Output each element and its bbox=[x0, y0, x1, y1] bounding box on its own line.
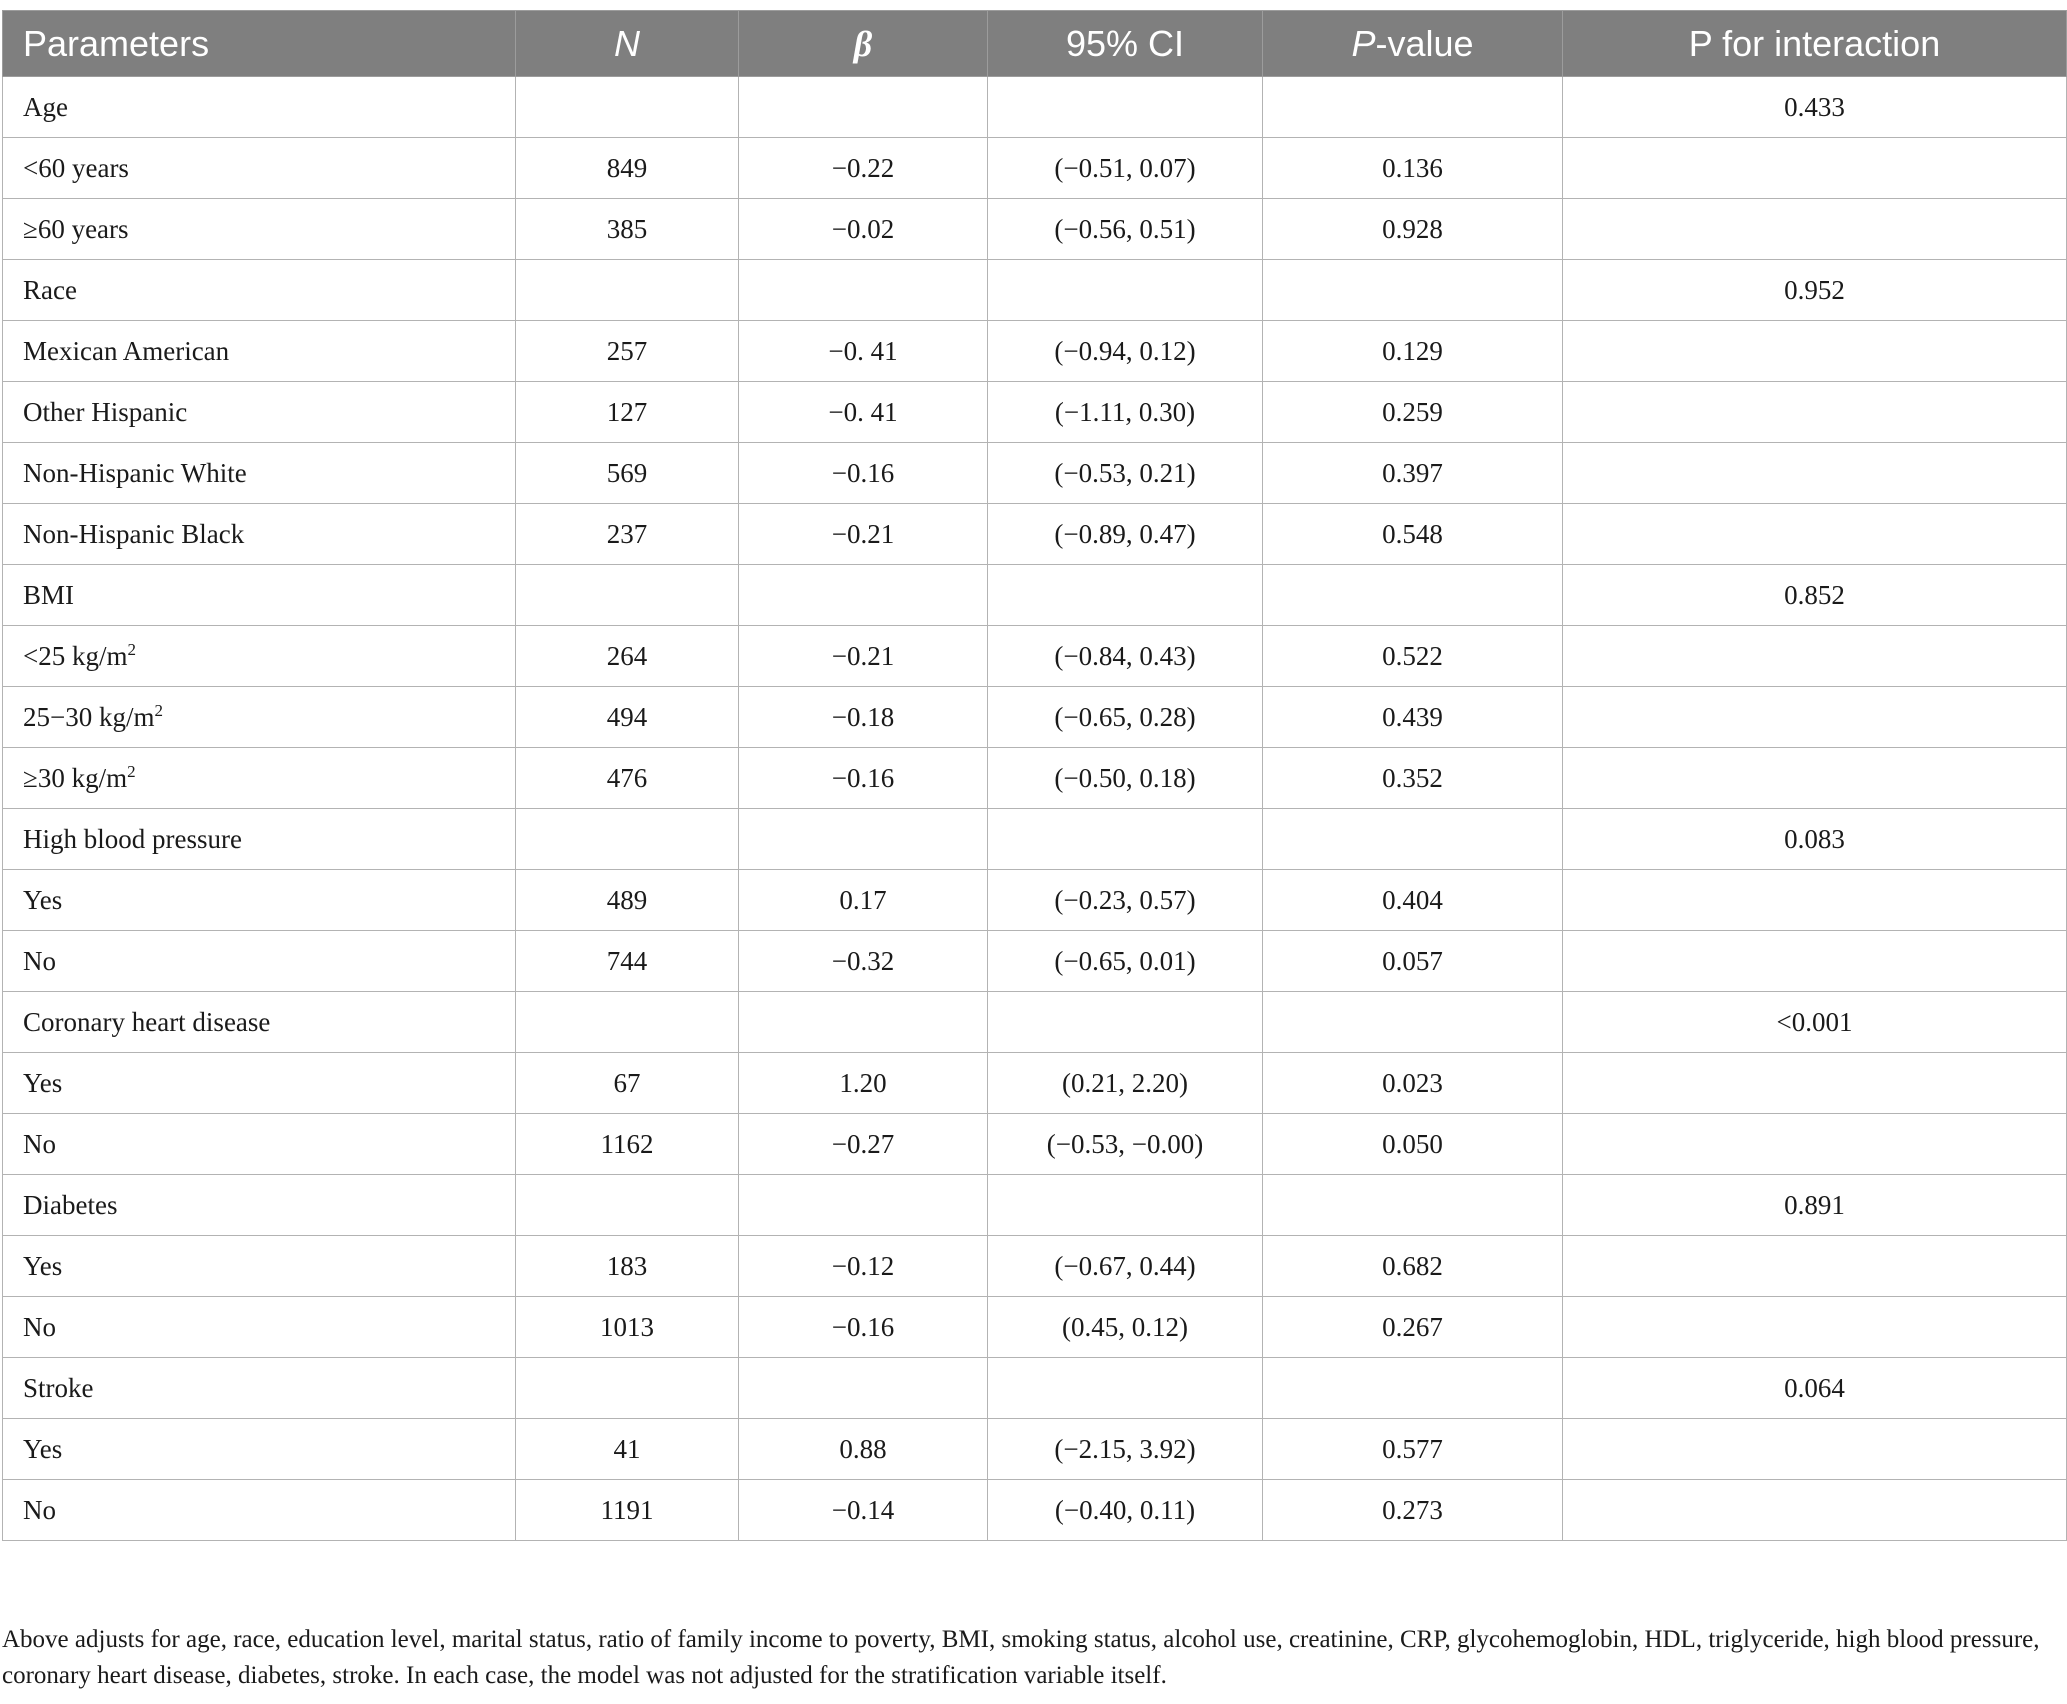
unit-superscript: 2 bbox=[154, 700, 163, 720]
cell-parameter-text: BMI bbox=[23, 579, 75, 610]
cell-beta-text: −0.16 bbox=[831, 762, 895, 793]
cell-ci bbox=[988, 626, 1263, 687]
table-row bbox=[3, 382, 2067, 443]
cell-parameter-text: ≥30 kg/m bbox=[23, 762, 128, 793]
cell-parameter bbox=[3, 1236, 516, 1297]
cell-beta-text: −0.12 bbox=[831, 1250, 895, 1281]
cell-ci bbox=[988, 1419, 1263, 1480]
cell-parameter bbox=[3, 1297, 516, 1358]
header-beta bbox=[739, 11, 988, 77]
cell-parameter-text: Coronary heart disease bbox=[23, 1006, 271, 1037]
cell-beta bbox=[739, 443, 988, 504]
cell-p-value bbox=[1263, 748, 1563, 809]
cell-p-interaction bbox=[1563, 260, 2067, 321]
cell-p-interaction bbox=[1563, 321, 2067, 382]
table-row bbox=[3, 1358, 2067, 1419]
cell-ci bbox=[988, 138, 1263, 199]
cell-n-text: 494 bbox=[606, 701, 648, 732]
cell-parameter-text: Stroke bbox=[23, 1372, 94, 1403]
cell-parameter-text: Mexican American bbox=[23, 335, 230, 366]
cell-ci bbox=[988, 77, 1263, 138]
cell-parameter-text: <60 years bbox=[23, 152, 129, 183]
cell-p-value bbox=[1263, 1480, 1563, 1541]
cell-p-value-text: 0.136 bbox=[1382, 152, 1443, 183]
cell-ci bbox=[988, 1175, 1263, 1236]
unit-superscript: 2 bbox=[127, 639, 136, 659]
table-row bbox=[3, 443, 2067, 504]
cell-ci bbox=[988, 1480, 1263, 1541]
cell-p-interaction-text: 0.952 bbox=[1784, 274, 1845, 305]
cell-n bbox=[516, 199, 739, 260]
cell-parameter bbox=[3, 1358, 516, 1419]
cell-p-interaction bbox=[1563, 1236, 2067, 1297]
cell-ci bbox=[988, 1114, 1263, 1175]
cell-ci-text: (−1.11, 0.30) bbox=[1054, 396, 1196, 427]
cell-parameter bbox=[3, 809, 516, 870]
cell-ci-text: (−0.89, 0.47) bbox=[1054, 518, 1196, 549]
cell-parameter-text: No bbox=[23, 945, 56, 976]
cell-beta bbox=[739, 260, 988, 321]
cell-n-text: 569 bbox=[606, 457, 648, 488]
cell-beta bbox=[739, 870, 988, 931]
cell-parameter bbox=[3, 138, 516, 199]
cell-p-interaction bbox=[1563, 992, 2067, 1053]
cell-p-interaction-text: 0.891 bbox=[1784, 1189, 1845, 1220]
table-header bbox=[3, 11, 2067, 77]
cell-p-value bbox=[1263, 1236, 1563, 1297]
cell-beta bbox=[739, 1053, 988, 1114]
header-p-rest: -value bbox=[1375, 22, 1474, 64]
cell-ci bbox=[988, 809, 1263, 870]
cell-parameter-text: No bbox=[23, 1128, 56, 1159]
cell-parameter bbox=[3, 382, 516, 443]
cell-ci bbox=[988, 748, 1263, 809]
cell-n-text: 127 bbox=[606, 396, 648, 427]
cell-parameter bbox=[3, 260, 516, 321]
cell-n bbox=[516, 870, 739, 931]
cell-parameter bbox=[3, 1480, 516, 1541]
cell-p-interaction bbox=[1563, 809, 2067, 870]
cell-beta-text: 1.20 bbox=[839, 1067, 887, 1098]
cell-n bbox=[516, 931, 739, 992]
cell-p-value-text: 0.404 bbox=[1382, 884, 1443, 915]
cell-n bbox=[516, 504, 739, 565]
table-row bbox=[3, 1053, 2067, 1114]
cell-beta bbox=[739, 1175, 988, 1236]
cell-parameter-text: High blood pressure bbox=[23, 823, 242, 854]
cell-n bbox=[516, 626, 739, 687]
cell-n bbox=[516, 77, 739, 138]
cell-parameter-text: Diabetes bbox=[23, 1189, 118, 1220]
table-row bbox=[3, 931, 2067, 992]
cell-beta bbox=[739, 77, 988, 138]
cell-parameter-text: Yes bbox=[23, 1433, 63, 1464]
table-row bbox=[3, 1297, 2067, 1358]
cell-parameter-text: Yes bbox=[23, 884, 63, 915]
cell-p-value-text: 0.682 bbox=[1382, 1250, 1443, 1281]
cell-beta-text: −0.32 bbox=[831, 945, 895, 976]
cell-ci bbox=[988, 199, 1263, 260]
table-row bbox=[3, 138, 2067, 199]
cell-p-interaction bbox=[1563, 382, 2067, 443]
cell-ci bbox=[988, 931, 1263, 992]
cell-beta-text: 0.17 bbox=[839, 884, 887, 915]
table-row bbox=[3, 1175, 2067, 1236]
cell-p-interaction bbox=[1563, 1114, 2067, 1175]
header-row bbox=[3, 11, 2067, 77]
cell-ci-text: (−0.84, 0.43) bbox=[1054, 640, 1196, 671]
cell-n bbox=[516, 748, 739, 809]
cell-n-text: 41 bbox=[613, 1433, 641, 1464]
cell-p-interaction-text: 0.083 bbox=[1784, 823, 1845, 854]
cell-p-value-text: 0.928 bbox=[1382, 213, 1443, 244]
cell-p-interaction-text: <0.001 bbox=[1776, 1006, 1853, 1037]
cell-ci-text: (−0.53, −0.00) bbox=[1046, 1128, 1204, 1159]
cell-ci-text: (−0.65, 0.01) bbox=[1054, 945, 1196, 976]
cell-p-interaction bbox=[1563, 1419, 2067, 1480]
cell-n-text: 67 bbox=[613, 1067, 641, 1098]
cell-n-text: 744 bbox=[606, 945, 648, 976]
cell-p-value bbox=[1263, 1297, 1563, 1358]
cell-parameter-text: <25 kg/m bbox=[23, 640, 128, 671]
cell-p-interaction bbox=[1563, 931, 2067, 992]
table-footnote: Above adjusts for age, race, education level, marital status, ratio of family income to poverty, BMI, smoking status, alcohol use, creatinine, CRP, glycohemoglobin, HDL, triglyceride, high blood pressure, coronary heart disease, diabetes, stroke. In each case, the model was not adjusted for the stratification variable itself. bbox=[2, 1626, 2040, 1689]
cell-n-text: 1191 bbox=[600, 1494, 654, 1525]
cell-parameter-text: No bbox=[23, 1311, 56, 1342]
table-row bbox=[3, 1236, 2067, 1297]
cell-p-value bbox=[1263, 321, 1563, 382]
cell-n-text: 183 bbox=[606, 1250, 648, 1281]
cell-p-interaction bbox=[1563, 1480, 2067, 1541]
cell-beta-text: −0.16 bbox=[831, 457, 895, 488]
cell-p-value bbox=[1263, 870, 1563, 931]
unit-superscript: 2 bbox=[127, 761, 136, 781]
cell-p-interaction bbox=[1563, 1297, 2067, 1358]
cell-beta bbox=[739, 382, 988, 443]
header-n bbox=[516, 11, 739, 77]
table-row bbox=[3, 1480, 2067, 1541]
cell-parameter-text: No bbox=[23, 1494, 56, 1525]
cell-ci bbox=[988, 1297, 1263, 1358]
cell-beta bbox=[739, 687, 988, 748]
cell-parameter bbox=[3, 687, 516, 748]
cell-p-interaction bbox=[1563, 504, 2067, 565]
table-row bbox=[3, 748, 2067, 809]
cell-p-value bbox=[1263, 931, 1563, 992]
cell-p-value bbox=[1263, 1175, 1563, 1236]
cell-beta bbox=[739, 1114, 988, 1175]
cell-p-value-text: 0.273 bbox=[1382, 1494, 1443, 1525]
cell-parameter bbox=[3, 1053, 516, 1114]
cell-parameter bbox=[3, 504, 516, 565]
table-row bbox=[3, 626, 2067, 687]
cell-p-value-text: 0.352 bbox=[1382, 762, 1443, 793]
header-beta-text: β bbox=[853, 23, 873, 64]
cell-ci bbox=[988, 1358, 1263, 1419]
cell-ci bbox=[988, 504, 1263, 565]
cell-parameter bbox=[3, 992, 516, 1053]
cell-n bbox=[516, 1236, 739, 1297]
cell-beta-text: −0.21 bbox=[831, 518, 895, 549]
cell-p-interaction bbox=[1563, 1175, 2067, 1236]
cell-p-value-text: 0.548 bbox=[1382, 518, 1443, 549]
cell-beta-text: −0.16 bbox=[831, 1311, 895, 1342]
cell-p-value-text: 0.259 bbox=[1382, 396, 1443, 427]
cell-parameter bbox=[3, 626, 516, 687]
cell-p-value-text: 0.267 bbox=[1382, 1311, 1443, 1342]
cell-parameter-text: ≥60 years bbox=[23, 213, 129, 244]
cell-p-value-text: 0.023 bbox=[1382, 1067, 1443, 1098]
table-body bbox=[3, 77, 2067, 1541]
cell-n bbox=[516, 687, 739, 748]
cell-n-text: 1162 bbox=[600, 1128, 654, 1159]
cell-parameter bbox=[3, 748, 516, 809]
cell-beta-text: −0.22 bbox=[831, 152, 895, 183]
cell-p-interaction-text: 0.852 bbox=[1784, 579, 1845, 610]
cell-beta bbox=[739, 1358, 988, 1419]
cell-p-interaction bbox=[1563, 1053, 2067, 1114]
table-row bbox=[3, 1419, 2067, 1480]
cell-parameter-text: 25−30 kg/m bbox=[23, 701, 155, 732]
header-parameters: Parameters bbox=[3, 11, 516, 77]
cell-ci bbox=[988, 1053, 1263, 1114]
cell-p-interaction bbox=[1563, 687, 2067, 748]
header-p-interaction: P for interaction bbox=[1563, 11, 2067, 77]
cell-parameter bbox=[3, 321, 516, 382]
cell-ci bbox=[988, 565, 1263, 626]
table-row bbox=[3, 1114, 2067, 1175]
cell-n-text: 476 bbox=[606, 762, 648, 793]
cell-p-value bbox=[1263, 626, 1563, 687]
cell-ci-text: (−0.94, 0.12) bbox=[1054, 335, 1196, 366]
cell-beta bbox=[739, 992, 988, 1053]
cell-n-text: 264 bbox=[606, 640, 648, 671]
cell-beta-text: 0.88 bbox=[839, 1433, 887, 1464]
cell-n bbox=[516, 992, 739, 1053]
cell-beta bbox=[739, 1236, 988, 1297]
cell-p-value-text: 0.577 bbox=[1382, 1433, 1443, 1464]
cell-n bbox=[516, 138, 739, 199]
cell-p-value-text: 0.522 bbox=[1382, 640, 1443, 671]
cell-parameter bbox=[3, 77, 516, 138]
cell-ci-text: (−0.67, 0.44) bbox=[1054, 1250, 1196, 1281]
cell-parameter bbox=[3, 1114, 516, 1175]
cell-beta bbox=[739, 1419, 988, 1480]
cell-n-text: 237 bbox=[606, 518, 648, 549]
cell-ci bbox=[988, 992, 1263, 1053]
cell-p-value bbox=[1263, 1053, 1563, 1114]
table-row bbox=[3, 77, 2067, 138]
cell-beta-text: −0.27 bbox=[831, 1128, 895, 1159]
table-row bbox=[3, 260, 2067, 321]
cell-beta-text: −0.21 bbox=[831, 640, 895, 671]
cell-parameter-text: Race bbox=[23, 274, 77, 305]
cell-ci bbox=[988, 321, 1263, 382]
cell-p-value bbox=[1263, 687, 1563, 748]
cell-n-text: 1013 bbox=[600, 1311, 654, 1342]
cell-ci-text: (−0.56, 0.51) bbox=[1054, 213, 1196, 244]
cell-beta bbox=[739, 626, 988, 687]
cell-n bbox=[516, 565, 739, 626]
cell-parameter-text: Non-Hispanic White bbox=[23, 457, 247, 488]
cell-beta bbox=[739, 504, 988, 565]
cell-ci-text: (−0.65, 0.28) bbox=[1054, 701, 1196, 732]
cell-p-interaction bbox=[1563, 138, 2067, 199]
results-table bbox=[2, 10, 2067, 1541]
table-row bbox=[3, 870, 2067, 931]
table-row bbox=[3, 504, 2067, 565]
cell-p-interaction-text: 0.064 bbox=[1784, 1372, 1845, 1403]
cell-parameter-text: Yes bbox=[23, 1067, 63, 1098]
cell-p-interaction bbox=[1563, 77, 2067, 138]
cell-ci-text: (−0.53, 0.21) bbox=[1054, 457, 1196, 488]
cell-p-value bbox=[1263, 1419, 1563, 1480]
cell-ci-text: (−0.23, 0.57) bbox=[1054, 884, 1196, 915]
cell-n bbox=[516, 1175, 739, 1236]
cell-p-interaction bbox=[1563, 748, 2067, 809]
cell-p-interaction bbox=[1563, 870, 2067, 931]
header-p-italic: P bbox=[1351, 22, 1376, 64]
cell-ci-text: (−0.40, 0.11) bbox=[1054, 1494, 1196, 1525]
cell-p-value-text: 0.050 bbox=[1382, 1128, 1443, 1159]
cell-n bbox=[516, 1358, 739, 1419]
cell-n bbox=[516, 809, 739, 870]
cell-p-value bbox=[1263, 992, 1563, 1053]
cell-beta bbox=[739, 138, 988, 199]
cell-beta-text: −0. 41 bbox=[828, 335, 898, 366]
cell-p-value bbox=[1263, 565, 1563, 626]
cell-beta-text: −0.14 bbox=[831, 1494, 895, 1525]
cell-beta bbox=[739, 321, 988, 382]
cell-p-value-text: 0.439 bbox=[1382, 701, 1443, 732]
cell-p-value bbox=[1263, 504, 1563, 565]
cell-ci-text: (0.45, 0.12) bbox=[1062, 1311, 1188, 1342]
header-p-value bbox=[1263, 11, 1563, 77]
header-n-text: N bbox=[614, 22, 640, 64]
table-row bbox=[3, 992, 2067, 1053]
cell-p-value bbox=[1263, 1358, 1563, 1419]
cell-ci bbox=[988, 260, 1263, 321]
cell-parameter bbox=[3, 931, 516, 992]
cell-p-value bbox=[1263, 77, 1563, 138]
table-row bbox=[3, 565, 2067, 626]
cell-n bbox=[516, 443, 739, 504]
cell-parameter bbox=[3, 565, 516, 626]
cell-parameter bbox=[3, 1175, 516, 1236]
cell-ci bbox=[988, 443, 1263, 504]
cell-p-value bbox=[1263, 199, 1563, 260]
cell-p-value bbox=[1263, 809, 1563, 870]
cell-p-interaction bbox=[1563, 199, 2067, 260]
cell-parameter bbox=[3, 870, 516, 931]
cell-parameter-text: Age bbox=[23, 91, 68, 122]
cell-p-value bbox=[1263, 1114, 1563, 1175]
cell-p-value bbox=[1263, 443, 1563, 504]
cell-n-text: 257 bbox=[606, 335, 648, 366]
header-ci: 95% CI bbox=[988, 11, 1263, 77]
cell-ci-text: (−2.15, 3.92) bbox=[1054, 1433, 1196, 1464]
cell-ci bbox=[988, 382, 1263, 443]
cell-beta-text: −0. 41 bbox=[828, 396, 898, 427]
cell-n bbox=[516, 321, 739, 382]
table-row bbox=[3, 809, 2067, 870]
cell-n bbox=[516, 1419, 739, 1480]
cell-beta-text: −0.18 bbox=[831, 701, 895, 732]
cell-n bbox=[516, 382, 739, 443]
cell-ci-text: (0.21, 2.20) bbox=[1062, 1067, 1188, 1098]
cell-p-value bbox=[1263, 260, 1563, 321]
cell-beta bbox=[739, 809, 988, 870]
cell-parameter-text: Other Hispanic bbox=[23, 396, 188, 427]
cell-beta-text: −0.02 bbox=[831, 213, 895, 244]
cell-p-value-text: 0.129 bbox=[1382, 335, 1443, 366]
cell-ci bbox=[988, 1236, 1263, 1297]
cell-ci-text: (−0.51, 0.07) bbox=[1054, 152, 1196, 183]
cell-parameter bbox=[3, 199, 516, 260]
cell-parameter bbox=[3, 443, 516, 504]
cell-n-text: 385 bbox=[606, 213, 648, 244]
cell-n-text: 489 bbox=[606, 884, 648, 915]
cell-n bbox=[516, 260, 739, 321]
cell-n bbox=[516, 1114, 739, 1175]
cell-ci-text: (−0.50, 0.18) bbox=[1054, 762, 1196, 793]
cell-p-interaction bbox=[1563, 565, 2067, 626]
table-row bbox=[3, 321, 2067, 382]
cell-beta bbox=[739, 931, 988, 992]
cell-beta bbox=[739, 1480, 988, 1541]
cell-n bbox=[516, 1053, 739, 1114]
cell-p-value-text: 0.397 bbox=[1382, 457, 1443, 488]
cell-parameter bbox=[3, 1419, 516, 1480]
cell-p-interaction bbox=[1563, 626, 2067, 687]
cell-beta bbox=[739, 748, 988, 809]
cell-parameter-text: Non-Hispanic Black bbox=[23, 518, 245, 549]
table-row bbox=[3, 687, 2067, 748]
cell-p-interaction-text: 0.433 bbox=[1784, 91, 1845, 122]
cell-p-value-text: 0.057 bbox=[1382, 945, 1443, 976]
cell-beta bbox=[739, 199, 988, 260]
cell-p-interaction bbox=[1563, 1358, 2067, 1419]
cell-n bbox=[516, 1480, 739, 1541]
cell-beta bbox=[739, 565, 988, 626]
cell-n bbox=[516, 1297, 739, 1358]
table-row bbox=[3, 199, 2067, 260]
cell-parameter-text: Yes bbox=[23, 1250, 63, 1281]
cell-p-value bbox=[1263, 138, 1563, 199]
cell-n-text: 849 bbox=[606, 152, 648, 183]
cell-p-value bbox=[1263, 382, 1563, 443]
cell-p-interaction bbox=[1563, 443, 2067, 504]
cell-ci bbox=[988, 687, 1263, 748]
cell-beta bbox=[739, 1297, 988, 1358]
cell-ci bbox=[988, 870, 1263, 931]
